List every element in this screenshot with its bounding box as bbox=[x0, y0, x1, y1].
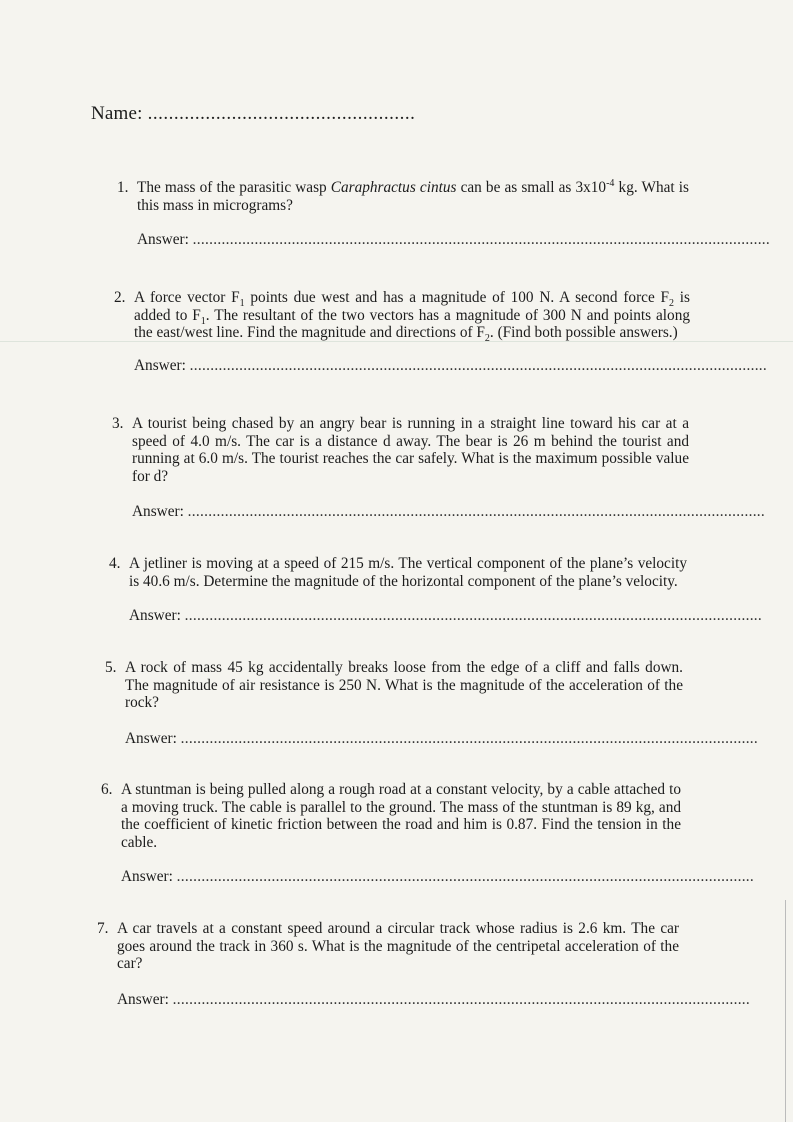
answer-label: Answer: bbox=[137, 231, 189, 248]
question-text: A force vector $F_1$ points due west and has a magnitude of 100 N. A second force $F_2$ is added to $F_1$. The resultant of the two vectors has a magnitude of 300 N and points along the east/west line. Find the magnitude and directions of $F_2$. (Find both possible answers.) bbox=[134, 289, 690, 345]
question-number: 5. bbox=[105, 659, 117, 676]
question-text: A rock of mass 45 kg accidentally breaks loose from the edge of a cliff and falls down. The magnitude of air resistance is 250 N. What is the magnitude of the acceleration of the rock? bbox=[125, 659, 683, 711]
question-number: 6. bbox=[101, 781, 113, 798]
question-text: A car travels at a constant speed around a circular track whose radius is 2.6 km. The car goes around the track in 360 s. What is the magnitude of the centripetal acceleration of the car? bbox=[117, 920, 679, 972]
name-field[interactable] bbox=[91, 103, 415, 125]
answer-label: Answer: bbox=[125, 729, 177, 747]
answer-label: Answer: bbox=[129, 607, 181, 624]
question-text: The mass of the parasitic wasp Caraphractus cintus can be as small as $3x10^{-4}$ kg. What is this mass in micrograms? bbox=[137, 177, 689, 214]
page-edge-line bbox=[785, 900, 786, 1122]
question-3 bbox=[112, 415, 766, 521]
answer-line[interactable]: Answer: ............................................................................................................................................ bbox=[129, 607, 763, 624]
question-number: 4. bbox=[109, 555, 121, 572]
answer-line[interactable]: Answer: ............................................................................................................................................ bbox=[125, 729, 759, 747]
question-1 bbox=[117, 177, 771, 249]
question-6 bbox=[101, 781, 755, 886]
name-label: Name: bbox=[91, 103, 143, 124]
question-number: 3. bbox=[112, 415, 124, 432]
answer-label: Answer: bbox=[134, 356, 186, 374]
question-4 bbox=[109, 555, 763, 625]
answer-line[interactable]: Answer: ............................................................................................................................................ bbox=[134, 356, 768, 374]
answer-line[interactable]: Answer: ............................................................................................................................................ bbox=[121, 868, 755, 885]
answer-label: Answer: bbox=[132, 503, 184, 520]
question-number: 7. bbox=[97, 920, 109, 937]
answer-line[interactable]: Answer: ............................................................................................................................................ bbox=[132, 503, 766, 520]
question-number: 1. bbox=[117, 179, 129, 196]
answer-label: Answer: bbox=[117, 990, 169, 1008]
question-number: 2. bbox=[114, 289, 126, 306]
question-7 bbox=[97, 920, 751, 1008]
name-dotted-line: ................................................... bbox=[147, 103, 416, 124]
answer-line[interactable]: Answer: ............................................................................................................................................ bbox=[117, 990, 751, 1008]
question-5 bbox=[105, 659, 759, 747]
answer-line[interactable]: Answer: ............................................................................................................................................ bbox=[137, 231, 771, 248]
question-text: A tourist being chased by an angry bear is running in a straight line toward his car at a speed of 4.0 m/s. The car is a distance d away. The bear is 26 m behind the tourist and running at 6.0 m/s. The tourist reaches the car safely. What is the maximum possible value for d? bbox=[132, 415, 689, 485]
question-2 bbox=[114, 289, 768, 374]
question-text: A stuntman is being pulled along a rough road at a constant velocity, by a cable attached to a moving truck. The cable is parallel to the ground. The mass of the stuntman is 89 kg, and the coefficient of kinetic friction between the road and him is 0.87. Find the tension in the cable. bbox=[121, 781, 681, 851]
question-text: A jetliner is moving at a speed of 215 m/s. The vertical component of the plane’s velocity is 40.6 m/s. Determine the magnitude of the horizontal component of the plane’s velocity. bbox=[129, 555, 687, 590]
answer-label: Answer: bbox=[121, 868, 173, 885]
